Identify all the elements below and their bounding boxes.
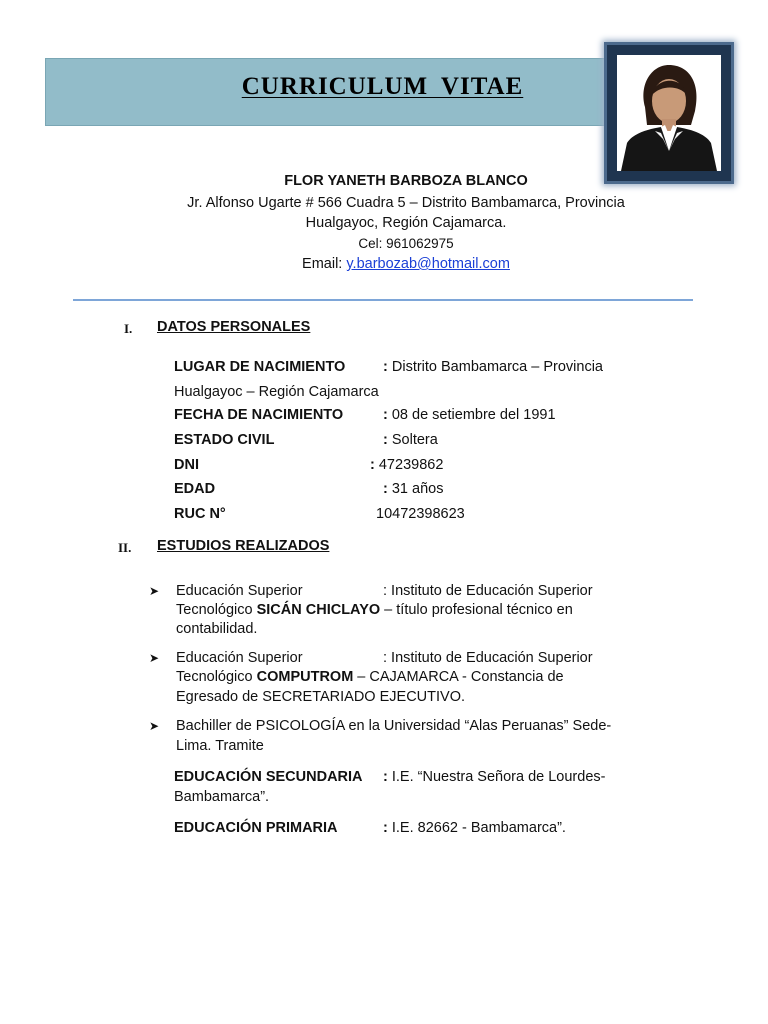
study-2-institution: COMPUTROM (256, 669, 354, 685)
colon: : (370, 457, 375, 473)
civil-status-label: ESTADO CIVIL (174, 432, 275, 448)
dni-label: DNI (174, 457, 199, 473)
birthplace-continuation: Hualgayoc – Región Cajamarca (174, 384, 379, 400)
email-line (45, 256, 767, 272)
study-2-pre: Tecnológico (176, 669, 257, 685)
colon: : (383, 820, 388, 836)
arrow-bullet-icon: ➤ (149, 719, 160, 733)
birthdate-row (383, 407, 556, 423)
profile-photo (617, 55, 721, 171)
study-1-post: – título profesional técnico en (380, 602, 573, 618)
civil-status-row (383, 432, 438, 448)
birthplace-value: Distrito Bambamarca – Provincia (387, 359, 604, 375)
secondary-education-continuation: Bambamarca”. (174, 789, 270, 805)
arrow-bullet-icon: ➤ (149, 584, 160, 598)
civil-status-value: Soltera (387, 432, 438, 448)
study-2-value: : Instituto de Educación Superior (383, 650, 593, 666)
study-3-line-1: Bachiller de PSICOLOGÍA en la Universidad “Alas Peruanas” Sede- (176, 718, 612, 734)
secondary-education-value: I.E. “Nuestra Señora de Lourdes- (387, 769, 606, 785)
primary-education-label: EDUCACIÓN PRIMARIA (174, 820, 338, 836)
colon: : (383, 407, 388, 423)
ruc-label: RUC N° (174, 506, 226, 522)
phone-number: Cel: 961062975 (358, 236, 454, 251)
ruc-value: 10472398623 (376, 506, 465, 522)
study-1-line-2 (176, 602, 573, 618)
study-2-line-3: Egresado de SECRETARIADO EJECUTIVO. (176, 689, 466, 705)
colon: : (383, 769, 388, 785)
address-line-1: Jr. Alfonso Ugarte # 566 Cuadra 5 – Distrito Bambamarca, Provincia (187, 195, 625, 211)
candidate-name: FLOR YANETH BARBOZA BLANCO (284, 173, 528, 189)
study-1-institution: SICÁN CHICLAYO (256, 602, 381, 618)
study-1-value: : Instituto de Educación Superior (383, 583, 593, 599)
dni-row (370, 457, 443, 473)
primary-education-value: I.E. 82662 - Bambamarca”. (387, 820, 566, 836)
section-number-personal: I. (124, 321, 133, 336)
age-row (383, 481, 443, 497)
dni-value: 47239862 (374, 457, 444, 473)
colon: : (383, 359, 388, 375)
page-title: CURRICULUM VITAE (241, 73, 524, 100)
secondary-education-label: EDUCACIÓN SECUNDARIA (174, 769, 363, 785)
age-value: 31 años (387, 481, 444, 497)
study-1-line-3: contabilidad. (176, 621, 258, 637)
colon: : (383, 481, 388, 497)
secondary-education-row (383, 769, 605, 785)
colon: : (383, 432, 388, 448)
study-1-label: Educación Superior (176, 583, 303, 599)
person-photo-icon (617, 55, 721, 171)
study-1-pre: Tecnológico (176, 602, 257, 618)
section-number-studies: II. (118, 540, 132, 555)
age-label: EDAD (174, 481, 216, 497)
study-2-line-2 (176, 669, 564, 685)
arrow-bullet-icon: ➤ (149, 651, 160, 665)
address-line-2: Hualgayoc, Región Cajamarca. (305, 215, 507, 231)
study-3-line-2: Lima. Tramite (176, 738, 264, 754)
section-title-personal: DATOS PERSONALES (157, 319, 311, 335)
email-link[interactable]: y.barbozab@hotmail.com (346, 256, 510, 272)
primary-education-row (383, 820, 566, 836)
section-title-studies: ESTUDIOS REALIZADOS (157, 538, 330, 554)
birthdate-label: FECHA DE NACIMIENTO (174, 407, 344, 423)
birthplace-row (383, 359, 603, 375)
profile-photo-frame (604, 42, 734, 184)
email-label: Email: (302, 256, 347, 272)
birthplace-label: LUGAR DE NACIMIENTO (174, 359, 346, 375)
birthdate-value: 08 de setiembre del 1991 (387, 407, 556, 423)
section-divider (73, 299, 693, 301)
study-2-post: – CAJAMARCA - Constancia de (353, 669, 564, 685)
study-2-label: Educación Superior (176, 650, 303, 666)
